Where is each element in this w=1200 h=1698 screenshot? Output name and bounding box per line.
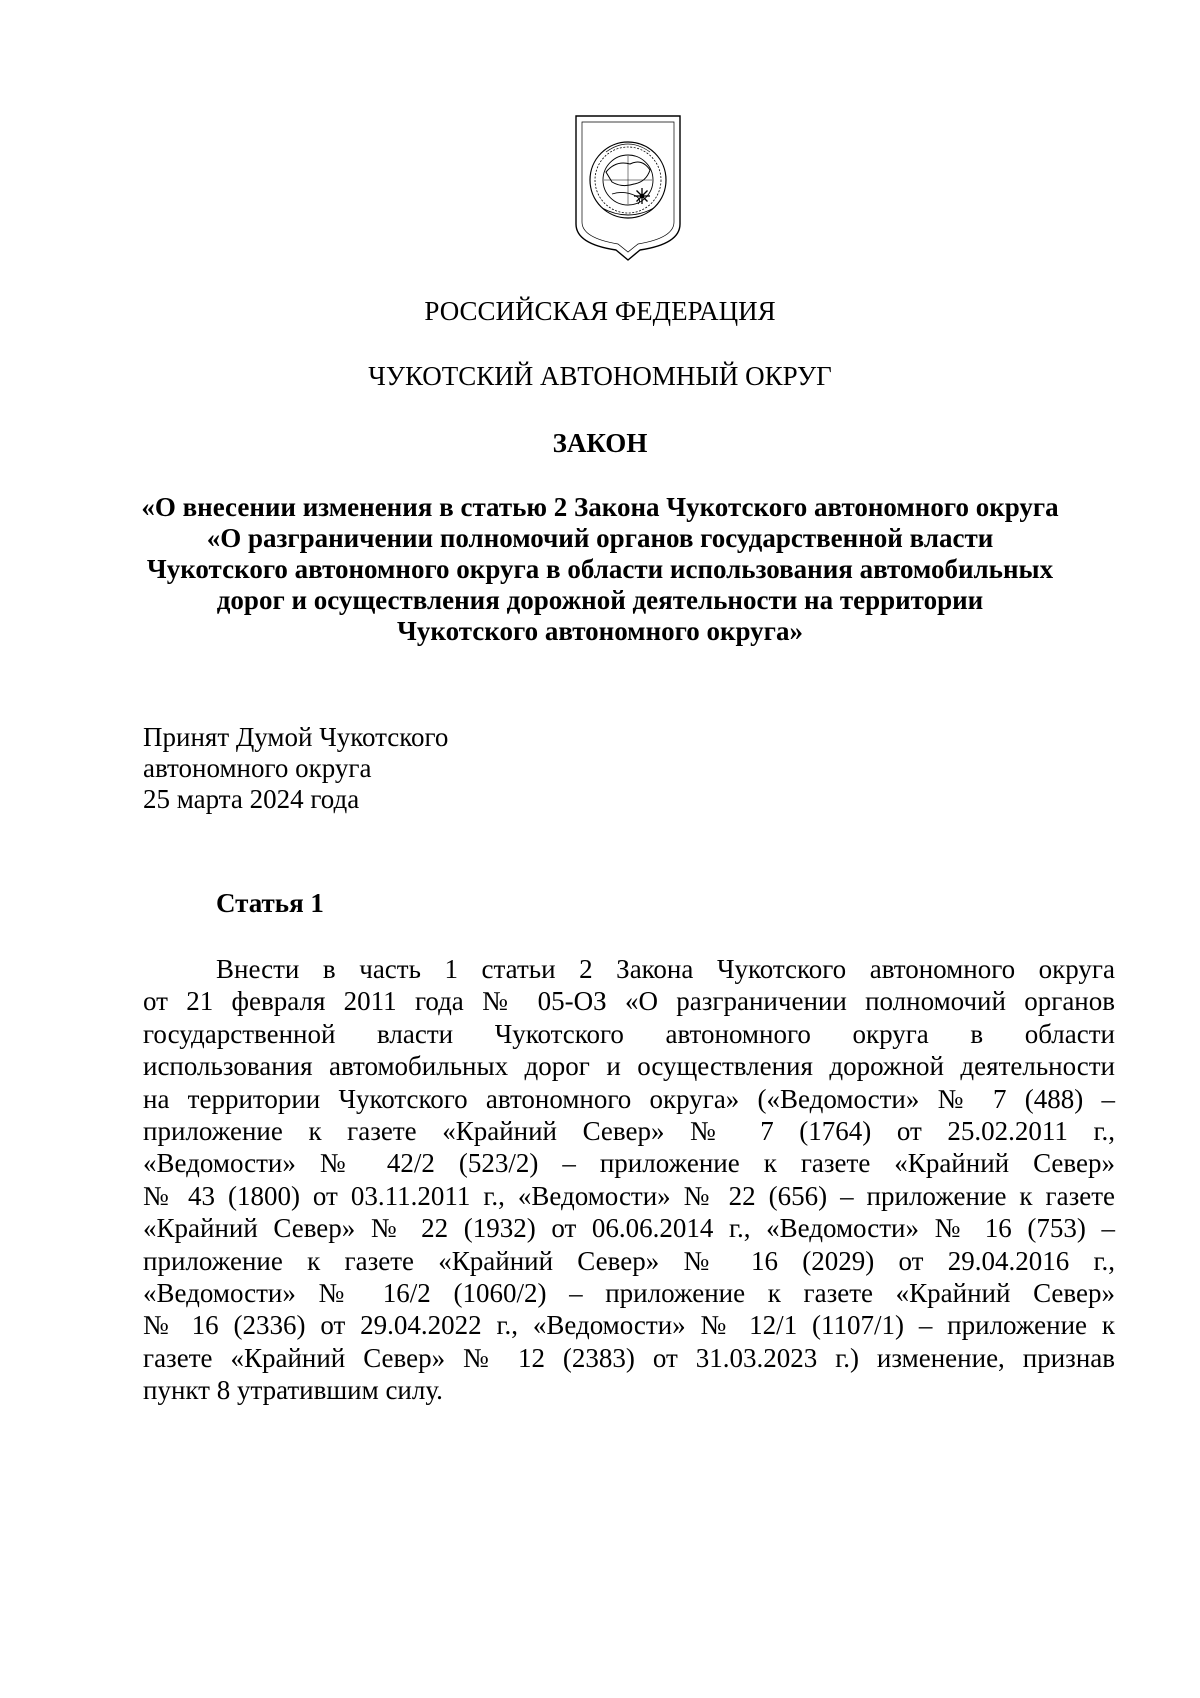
article-line: «Ведомости» № 42/2 (523/2) – приложение к газете «Крайний Север» bbox=[143, 1148, 1115, 1179]
article-line: № 16 (2336) от 29.04.2022 г., «Ведомости» № 12/1 (1107/1) – приложение к bbox=[143, 1310, 1115, 1341]
adoption-date: 25 марта 2024 года bbox=[143, 784, 360, 814]
law-title-line: «О внесении изменения в статью 2 Закона Чукотского автономного округа bbox=[141, 492, 1059, 522]
law-title bbox=[120, 492, 1080, 647]
article-line: на территории Чукотского автономного округа» («Ведомости» № 7 (488) – bbox=[143, 1083, 1115, 1114]
law-title-line: Чукотского автономного округа в области использования автомобильных bbox=[146, 554, 1054, 584]
law-title-line: дорог и осуществления дорожной деятельности на территории bbox=[216, 585, 984, 615]
document-type: ЗАКОН bbox=[552, 428, 648, 458]
adoption-note bbox=[143, 722, 448, 815]
article-line: от 21 февраля 2011 года № 05-ОЗ «О разграничении полномочий органов bbox=[143, 986, 1115, 1017]
article-line: пункт 8 утратившим силу. bbox=[143, 1375, 443, 1406]
article-line: № 43 (1800) от 03.11.2011 г., «Ведомости» № 22 (656) – приложение к газете bbox=[143, 1180, 1115, 1211]
law-title-line: Чукотского автономного округа» bbox=[397, 616, 803, 646]
article-line: «Ведомости» № 16/2 (1060/2) – приложение к газете «Крайний Север» bbox=[143, 1278, 1115, 1309]
article-line: газете «Крайний Север» № 12 (2383) от 31.03.2023 г.) изменение, признав bbox=[143, 1342, 1115, 1373]
article-heading: Статья 1 bbox=[216, 888, 324, 918]
article-body bbox=[143, 953, 1115, 1407]
article-line: Внести в часть 1 статьи 2 Закона Чукотского автономного округа bbox=[216, 954, 1115, 984]
article-line: использования автомобильных дорог и осуществления дорожной деятельности bbox=[143, 1051, 1115, 1082]
coat-of-arms-icon bbox=[572, 112, 684, 262]
article-line: «Крайний Север» № 22 (1932) от 06.06.2014 г., «Ведомости» № 16 (753) – bbox=[143, 1213, 1115, 1244]
article-line: приложение к газете «Крайний Север» № 7 (1764) от 25.02.2011 г., bbox=[143, 1116, 1115, 1147]
adoption-line: Принят Думой Чукотского bbox=[143, 722, 449, 752]
article-line: государственной власти Чукотского автономного округа в области bbox=[143, 1018, 1115, 1049]
law-title-line: «О разграничении полномочий органов государственной власти bbox=[206, 523, 994, 553]
country-name: РОССИЙСКАЯ ФЕДЕРАЦИЯ bbox=[424, 296, 776, 326]
adoption-line: автономного округа bbox=[143, 753, 372, 783]
article-line: приложение к газете «Крайний Север» № 16 (2029) от 29.04.2016 г., bbox=[143, 1245, 1115, 1276]
region-name: ЧУКОТСКИЙ АВТОНОМНЫЙ ОКРУГ bbox=[368, 361, 832, 391]
